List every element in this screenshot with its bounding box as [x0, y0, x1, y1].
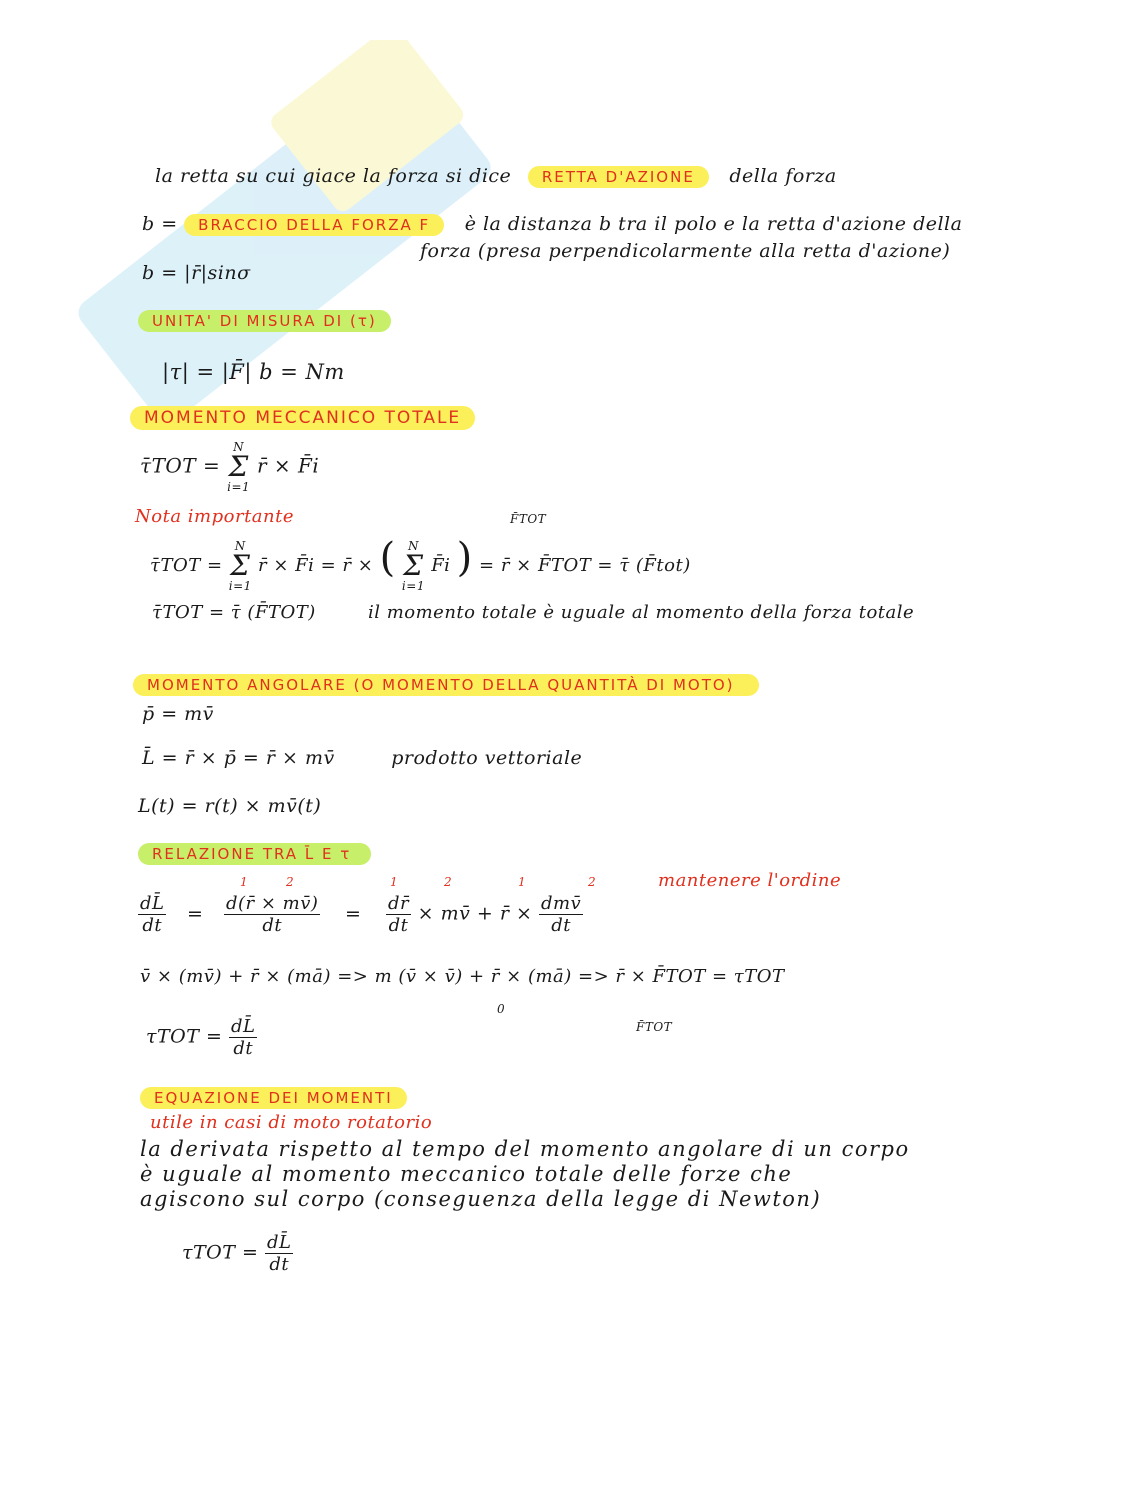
nota-importante: Nota importante	[135, 506, 295, 527]
text: τTOT =	[182, 1241, 259, 1264]
num: dL̄	[266, 1232, 292, 1253]
den: dt	[233, 1038, 254, 1059]
text: τTOT =	[146, 1025, 223, 1048]
text: r̄ × F̄i	[257, 453, 320, 478]
heading-momento-meccanico-totale	[130, 406, 475, 430]
nota-formula	[150, 535, 691, 593]
sum-upper: N	[233, 440, 245, 454]
torque-magnitude-formula: |τ| = |F̄| b = Nm	[162, 360, 345, 384]
den: dt	[388, 915, 409, 936]
sum-upper: N	[407, 539, 419, 553]
summation	[402, 539, 425, 593]
sigma-icon: Σ	[228, 450, 249, 483]
angular-momentum-time: L(t) = r(t) × mv̄(t)	[138, 795, 322, 817]
paragraph-line: agiscono sul corpo (conseguenza della legge di Newton)	[140, 1187, 822, 1211]
torque-equals-line	[152, 602, 914, 623]
text: τ̄TOT = τ̄ (F̄TOT)	[152, 602, 316, 623]
paragraph-line: la derivata rispetto al tempo del momento angolare di un corpo	[140, 1137, 910, 1161]
equation-subtitle: utile in casi di moto rotatorio	[150, 1112, 433, 1133]
highlight-momento-angolare: MOMENTO ANGOLARE (O MOMENTO DELLA QUANTITÀ DI MOTO)	[133, 674, 759, 696]
heading-momento-angolare	[133, 673, 759, 696]
ftot-superscript: F̄TOT	[510, 512, 547, 526]
text: τ̄TOT =	[140, 453, 221, 478]
idx: 2	[588, 875, 597, 889]
text: τ̄TOT =	[150, 555, 223, 576]
heading-unita-misura	[138, 309, 391, 332]
paren-close: )	[456, 535, 473, 581]
order-note: mantenere l'ordine	[658, 870, 842, 891]
text: × mv̄ + r̄ ×	[417, 902, 533, 925]
num: d(r̄ × mv̄)	[226, 893, 319, 914]
idx: 2	[444, 875, 453, 889]
sum-lower: i=1	[401, 579, 425, 593]
sum-lower: i=1	[228, 579, 252, 593]
fraction	[224, 893, 320, 936]
highlight-equazione: EQUAZIONE DEI MOMENTI	[140, 1087, 407, 1109]
den: dt	[142, 915, 163, 936]
b-formula: b = |r̄|sinσ	[142, 262, 251, 284]
derivative-formula	[138, 893, 583, 936]
sigma-icon: Σ	[230, 549, 251, 582]
text: è la distanza b tra il polo e la retta d'azione della	[464, 213, 963, 235]
num: dL̄	[230, 1016, 256, 1037]
idx: 1	[390, 875, 399, 889]
highlight-momento-totale: MOMENTO MECCANICO TOTALE	[130, 406, 475, 430]
text: prodotto vettoriale	[391, 747, 583, 769]
heading-equazione-momenti	[140, 1086, 407, 1109]
braccio-line	[142, 213, 962, 236]
text: F̄i	[431, 555, 451, 576]
highlight-retta-azione: RETTA D'AZIONE	[528, 166, 709, 188]
text: r̄ × F̄i = r̄ ×	[258, 555, 374, 576]
angular-momentum-formula	[142, 747, 582, 769]
fraction	[386, 893, 411, 936]
idx: 2	[286, 875, 295, 889]
paren-open: (	[379, 535, 396, 581]
summation	[229, 539, 252, 593]
ftot-annotation: F̄TOT	[636, 1020, 673, 1034]
den: dt	[262, 915, 283, 936]
highlight-relazione: RELAZIONE TRA L̄ E τ	[138, 843, 371, 865]
text: la retta su cui giace la forza si dice	[155, 165, 512, 187]
heading-relazione	[138, 842, 371, 865]
torque-total-formula	[140, 440, 319, 494]
fraction	[229, 1016, 257, 1059]
idx: 1	[240, 875, 249, 889]
retta-azione-line	[155, 165, 837, 188]
highlight-unita: UNITA' DI MISURA DI (τ)	[138, 310, 391, 332]
zero-annotation: 0	[497, 1002, 506, 1016]
momentum-formula: p̄ = mv̄	[142, 703, 214, 725]
equals: =	[344, 902, 362, 925]
num: dmv̄	[540, 893, 582, 914]
idx: 1	[518, 875, 527, 889]
text: b =	[142, 213, 178, 235]
num: dr̄	[387, 893, 410, 914]
fraction	[539, 893, 583, 936]
den: dt	[551, 915, 571, 936]
text: il momento totale è uguale al momento della forza totale	[367, 602, 915, 623]
torque-derivative-final	[182, 1232, 293, 1275]
summation	[227, 440, 250, 494]
highlight-braccio: BRACCIO DELLA FORZA F	[184, 214, 444, 236]
sigma-icon: Σ	[403, 549, 424, 582]
fraction	[138, 893, 166, 936]
num: dL̄	[140, 893, 165, 914]
equals: =	[187, 902, 204, 925]
braccio-line-cont: forza (presa perpendicolarmente alla retta d'azione)	[420, 240, 951, 262]
text: della forza	[729, 165, 837, 187]
sum-upper: N	[234, 539, 246, 553]
text: L̄ = r̄ × p̄ = r̄ × mv̄	[142, 747, 335, 769]
sum-lower: i=1	[227, 480, 251, 494]
den: dt	[269, 1254, 290, 1275]
derivative-expansion: v̄ × (mv̄) + r̄ × (mā) => m (v̄ × v̄) + r̄ × (mā) => r̄ × F̄TOT = τTOT	[140, 966, 785, 987]
paragraph-line: è uguale al momento meccanico totale delle forze che	[140, 1162, 793, 1186]
text: = r̄ × F̄TOT = τ̄ (F̄tot)	[479, 555, 691, 576]
fraction	[265, 1232, 293, 1275]
torque-derivative	[146, 1016, 257, 1059]
